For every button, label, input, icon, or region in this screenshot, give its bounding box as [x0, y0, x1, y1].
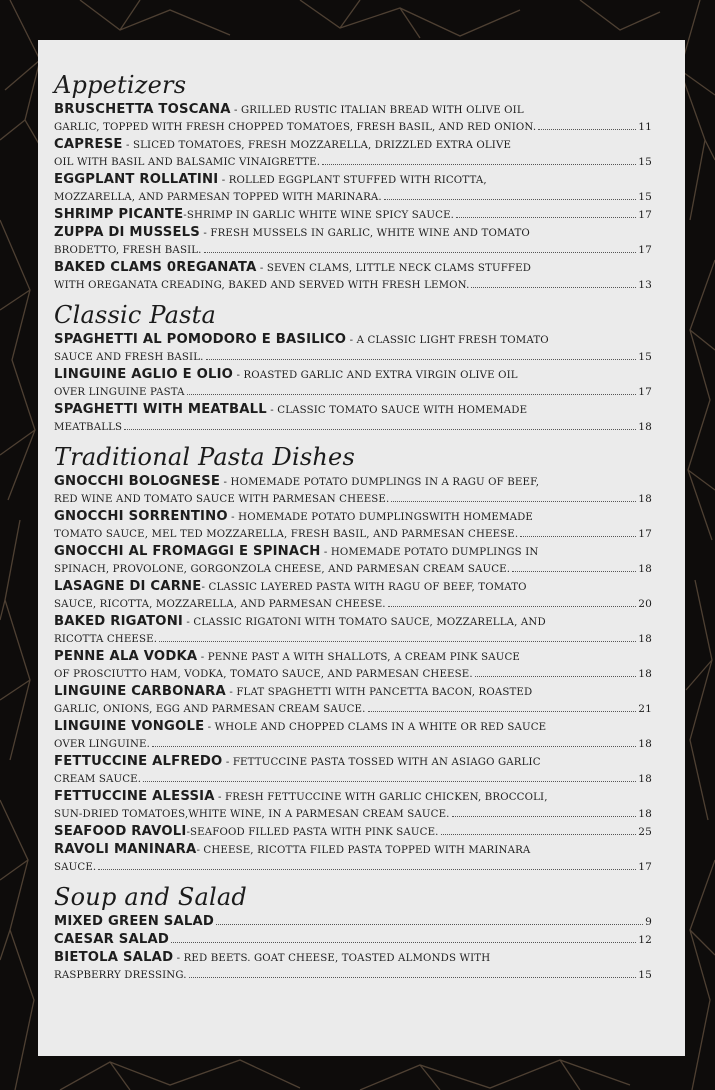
- menu-item-separator: -: [230, 105, 242, 116]
- menu-item-line: [54, 718, 652, 736]
- dot-leader: [441, 834, 637, 835]
- dot-leader: [98, 869, 636, 870]
- menu-item-separator: -: [218, 175, 229, 186]
- menu-item-line: [54, 841, 652, 859]
- menu-item-line: [54, 154, 652, 171]
- menu-item-price: 9: [645, 916, 652, 928]
- menu-item-name: PENNE ALA VODKA: [54, 649, 198, 664]
- menu-item-description-continued: SPINACH, PROVOLONE, GORGONZOLA CHEESE, AND PARMESAN CREAM SAUCE.: [54, 564, 511, 575]
- menu-item: [54, 931, 652, 949]
- dot-leader: [322, 164, 636, 165]
- menu-item-line: [54, 806, 652, 823]
- menu-item-separator: -: [256, 263, 267, 274]
- menu-item-line: [54, 631, 652, 648]
- menu-item: [54, 841, 652, 876]
- menu-item-price: 13: [638, 279, 652, 291]
- dot-leader: [452, 816, 637, 817]
- menu-item-name: GNOCCHI BOLOGNESE: [54, 474, 221, 489]
- menu-item: [54, 718, 652, 753]
- menu-item-list: [54, 331, 652, 436]
- menu-item: [54, 401, 652, 436]
- menu-item: [54, 224, 652, 259]
- menu-item-description-continued: SAUCE.: [54, 862, 97, 873]
- dot-leader: [152, 746, 636, 747]
- menu-item-list: [54, 913, 652, 984]
- menu-item-description-continued: RED WINE AND TOMATO SAUCE WITH PARMESAN CHEESE.: [54, 494, 390, 505]
- menu-item-description: FRESH MUSSELS IN GARLIC, WHITE WINE AND TOMATO: [210, 228, 530, 239]
- menu-item-line: [54, 913, 652, 931]
- dot-leader: [204, 252, 637, 253]
- dot-leader: [124, 429, 636, 430]
- dot-leader: [143, 781, 636, 782]
- menu-item: [54, 753, 652, 788]
- menu-item-name: BRUSCHETTA TOSCANA: [54, 102, 231, 117]
- menu-item-separator: -: [183, 617, 194, 628]
- menu-item-name: BAKED CLAMS 0REGANATA: [54, 260, 257, 275]
- section-title: Soup and Salad: [54, 883, 247, 911]
- menu-item: [54, 171, 652, 206]
- menu-item-description-continued: MEATBALLS: [54, 422, 123, 433]
- menu-item-description: FETTUCCINE PASTA TOSSED WITH AN ASIAGO GARLIC: [232, 757, 541, 768]
- menu-item-description: SLICED TOMATOES, FRESH MOZZARELLA, DRIZZLED EXTRA OLIVE: [133, 140, 512, 151]
- menu-item-description: CLASSIC LAYERED PASTA WITH RAGU OF BEEF, TOMATO: [208, 582, 527, 593]
- menu-item: [54, 578, 652, 613]
- menu-item-name: SEAFOOD RAVOLI: [54, 824, 187, 839]
- menu-item: [54, 613, 652, 648]
- dot-leader: [391, 501, 636, 502]
- menu-item-line: [54, 613, 652, 631]
- menu-item-line: [54, 171, 652, 189]
- menu-item-name: GNOCCHI SORRENTINO: [54, 509, 228, 524]
- menu-item-name: CAESAR SALAD: [54, 932, 170, 947]
- menu-item-description-continued: TOMATO SAUCE, MEL TED MOZZARELLA, FRESH BASIL, AND PARMESAN CHEESE.: [54, 529, 519, 540]
- menu-item-price: 18: [638, 668, 652, 680]
- menu-item-line: [54, 508, 652, 526]
- menu-item-name: EGGPLANT ROLLATINI: [54, 172, 219, 187]
- menu-item-price: 18: [638, 421, 652, 433]
- dot-leader: [520, 536, 636, 537]
- menu-item-price: 18: [638, 808, 652, 820]
- menu-item-line: [54, 736, 652, 753]
- menu-item-separator: -: [220, 477, 231, 488]
- menu-item-description: SHRIMP IN GARLIC WHITE WINE SPICY SAUCE.: [186, 210, 455, 221]
- menu-item-description-continued: OVER LINGUINE PASTA: [54, 387, 185, 398]
- menu-item-list: [54, 101, 652, 294]
- menu-item-price: 17: [638, 209, 652, 221]
- menu-item-name: SPAGHETTI WITH MEATBALL: [54, 402, 267, 417]
- menu-item-description: ROLLED EGGPLANT STUFFED WITH RICOTTA,: [228, 175, 487, 186]
- menu-item-description: PENNE PAST A WITH SHALLOTS, A CREAM PINK SAUCE: [207, 652, 520, 663]
- menu-item-description-continued: SAUCE AND FRESH BASIL.: [54, 352, 204, 363]
- menu-item-description: CHEESE, RICOTTA FILED PASTA TOPPED WITH MARINARA: [203, 845, 531, 856]
- menu-item-name: FETTUCCINE ALFREDO: [54, 754, 223, 769]
- menu-item-description: HOMEMADE POTATO DUMPLINGS IN: [330, 547, 539, 558]
- menu-item-price: 21: [638, 703, 652, 715]
- menu-item-description-continued: OF PROSCIUTTO HAM, VODKA, TOMATO SAUCE, AND PARMESAN CHEESE.: [54, 669, 473, 680]
- dot-leader: [206, 359, 637, 360]
- dot-leader: [159, 641, 636, 642]
- menu-item: [54, 949, 652, 984]
- menu-item-price: 12: [638, 934, 652, 946]
- menu-item: [54, 473, 652, 508]
- menu-item-line: [54, 648, 652, 666]
- menu-item-name: BAKED RIGATONI: [54, 614, 184, 629]
- menu-item: [54, 913, 652, 931]
- menu-item-price: 18: [638, 773, 652, 785]
- menu-item-line: [54, 189, 652, 206]
- menu-item-name: LINGUINE VONGOLE: [54, 719, 205, 734]
- menu-item-price: 15: [638, 351, 652, 363]
- menu-item-line: [54, 136, 652, 154]
- menu-item-name: LINGUINE AGLIO E OLIO: [54, 367, 234, 382]
- menu-item-line: [54, 788, 652, 806]
- menu-item-description: SEAFOOD FILLED PASTA WITH PINK SAUCE.: [190, 827, 439, 838]
- menu-item-price: 11: [638, 121, 652, 133]
- menu-item: [54, 788, 652, 823]
- menu-item-line: [54, 277, 652, 294]
- menu-item-list: [54, 473, 652, 876]
- menu-item-description: FRESH FETTUCCINE WITH GARLIC CHICKEN, BROCCOLI,: [225, 792, 548, 803]
- menu-item: [54, 823, 652, 841]
- section-title: Traditional Pasta Dishes: [54, 443, 355, 471]
- menu-item-line: [54, 259, 652, 277]
- menu-item-description: CLASSIC TOMATO SAUCE WITH HOMEMADE: [277, 405, 528, 416]
- menu-item-description: ROASTED GARLIC AND EXTRA VIRGIN OLIVE OIL: [243, 370, 518, 381]
- menu-item-price: 17: [638, 861, 652, 873]
- dot-leader: [171, 942, 636, 943]
- menu-item-description-continued: MOZZARELLA, AND PARMESAN TOPPED WITH MARINARA.: [54, 192, 382, 203]
- menu-item-description: A CLASSIC LIGHT FRESH TOMATO: [356, 335, 549, 346]
- menu-item-description: CLASSIC RIGATONI WITH TOMATO SAUCE, MOZZARELLA, AND: [193, 617, 546, 628]
- menu-item-line: [54, 526, 652, 543]
- menu-item-description: SEVEN CLAMS, LITTLE NECK CLAMS STUFFED: [266, 263, 532, 274]
- menu-item-separator: -: [183, 210, 187, 221]
- menu-item-line: [54, 419, 652, 436]
- menu-item-name: LINGUINE CARBONARA: [54, 684, 226, 699]
- menu-item-price: 20: [638, 598, 652, 610]
- menu-item-name: ZUPPA DI MUSSELS: [54, 225, 200, 240]
- menu-item-description-continued: RICOTTA CHEESE.: [54, 634, 158, 645]
- menu-item-line: [54, 206, 652, 224]
- menu-item-name: GNOCCHI AL FROMAGGI E SPINACH: [54, 544, 321, 559]
- menu-item-line: [54, 753, 652, 771]
- menu-item-name: SHRIMP PICANTE: [54, 207, 184, 222]
- menu-item-line: [54, 242, 652, 259]
- menu-item-description-continued: OIL WITH BASIL AND BALSAMIC VINAIGRETTE.: [54, 157, 321, 168]
- menu-item-line: [54, 859, 652, 876]
- menu-item-line: [54, 224, 652, 242]
- menu-item-price: 17: [638, 528, 652, 540]
- menu-item-description-continued: GARLIC, TOPPED WITH FRESH CHOPPED TOMATOES, FRESH BASIL, AND RED ONION.: [54, 122, 537, 133]
- dot-leader: [538, 129, 636, 130]
- menu-item: [54, 331, 652, 366]
- menu-item-name: CAPRESE: [54, 137, 123, 152]
- menu-item: [54, 206, 652, 224]
- menu-item: [54, 683, 652, 718]
- menu-item-separator: -: [346, 335, 357, 346]
- menu-content: [54, 70, 652, 984]
- menu-item-description: RED BEETS. GOAT CHEESE, TOASTED ALMONDS WITH: [183, 953, 491, 964]
- menu-item-name: FETTUCCINE ALESSIA: [54, 789, 215, 804]
- menu-item-line: [54, 578, 652, 596]
- menu-item-separator: -: [186, 827, 191, 838]
- menu-item-line: [54, 967, 652, 984]
- menu-item-line: [54, 949, 652, 967]
- menu-item-separator: -: [225, 687, 237, 698]
- menu-item-separator: -: [222, 757, 233, 768]
- menu-item-line: [54, 931, 652, 949]
- menu-item-name: MIXED GREEN SALAD: [54, 914, 215, 929]
- menu-item-description: HOMEMADE POTATO DUMPLINGS IN A RAGU OF BEEF,: [230, 477, 540, 488]
- menu-item-separator: -: [199, 228, 211, 239]
- dot-leader: [512, 571, 636, 572]
- menu-item-separator: -: [173, 953, 184, 964]
- dot-leader: [388, 606, 637, 607]
- menu-item-separator: -: [201, 582, 209, 593]
- menu-item-description-continued: OVER LINGUINE.: [54, 739, 151, 750]
- menu-item-name: LASAGNE DI CARNE: [54, 579, 202, 594]
- menu-item-separator: -: [196, 845, 204, 856]
- menu-item-line: [54, 823, 652, 841]
- menu-item-line: [54, 401, 652, 419]
- dot-leader: [384, 199, 636, 200]
- menu-item-separator: -: [214, 792, 226, 803]
- section-title: Classic Pasta: [54, 301, 216, 329]
- menu-item-line: [54, 119, 652, 136]
- menu-item-price: 18: [638, 563, 652, 575]
- menu-item: [54, 136, 652, 171]
- section-title: Appetizers: [54, 71, 187, 99]
- menu-item: [54, 101, 652, 136]
- dot-leader: [456, 217, 636, 218]
- menu-item-price: 17: [638, 386, 652, 398]
- menu-item: [54, 366, 652, 401]
- menu-item-line: [54, 101, 652, 119]
- menu-item-separator: -: [233, 370, 244, 381]
- menu-item-description-continued: RASPBERRY DRESSING.: [54, 970, 187, 981]
- menu-item-line: [54, 331, 652, 349]
- menu-item-separator: -: [197, 652, 208, 663]
- menu-item-price: 18: [638, 633, 652, 645]
- menu-item-name: SPAGHETTI AL POMODORO E BASILICO: [54, 332, 347, 347]
- menu-item-line: [54, 701, 652, 718]
- dot-leader: [216, 924, 643, 925]
- menu-item-price: 25: [638, 826, 652, 838]
- menu-item-price: 15: [638, 969, 652, 981]
- menu-item-description-continued: SAUCE, RICOTTA, MOZZARELLA, AND PARMESAN CHEESE.: [54, 599, 386, 610]
- menu-item-description: FLAT SPAGHETTI WITH PANCETTA BACON, ROASTED: [236, 687, 533, 698]
- menu-item-line: [54, 771, 652, 788]
- menu-item: [54, 543, 652, 578]
- menu-item-description: HOMEMADE POTATO DUMPLINGSWITH HOMEMADE: [238, 512, 533, 523]
- menu-item-price: 18: [638, 738, 652, 750]
- menu-item-description-continued: GARLIC, ONIONS, EGG AND PARMESAN CREAM SAUCE.: [54, 704, 366, 715]
- menu-item-description-continued: CREAM SAUCE.: [54, 774, 142, 785]
- menu-item-description-continued: SUN-DRIED TOMATOES,WHITE WINE, IN A PARMESAN CREAM SAUCE.: [54, 809, 450, 820]
- menu-item-price: 15: [638, 191, 652, 203]
- menu-item-price: 17: [638, 244, 652, 256]
- menu-item-separator: -: [227, 512, 239, 523]
- menu-item-separator: -: [204, 722, 215, 733]
- menu-item-separator: -: [320, 547, 331, 558]
- menu-item-line: [54, 349, 652, 366]
- menu-item: [54, 508, 652, 543]
- menu-item: [54, 259, 652, 294]
- menu-item-line: [54, 366, 652, 384]
- menu-item-line: [54, 473, 652, 491]
- menu-item-price: 18: [638, 493, 652, 505]
- dot-leader: [189, 977, 637, 978]
- dot-leader: [475, 676, 636, 677]
- menu-item-line: [54, 384, 652, 401]
- menu-item: [54, 648, 652, 683]
- menu-item-name: RAVOLI MANINARA: [54, 842, 197, 857]
- menu-item-line: [54, 596, 652, 613]
- menu-item-description: WHOLE AND CHOPPED CLAMS IN A WHITE OR RED SAUCE: [214, 722, 547, 733]
- dot-leader: [368, 711, 637, 712]
- menu-item-description-continued: WITH OREGANATA CREADING, BAKED AND SERVED WITH FRESH LEMON.: [54, 280, 470, 291]
- menu-item-separator: -: [122, 140, 133, 151]
- menu-item-description-continued: BRODETTO, FRESH BASIL.: [54, 245, 202, 256]
- menu-item-line: [54, 666, 652, 683]
- menu-item-price: 15: [638, 156, 652, 168]
- dot-leader: [187, 394, 637, 395]
- menu-panel: [38, 40, 685, 1056]
- menu-item-line: [54, 543, 652, 561]
- menu-item-name: BIETOLA SALAD: [54, 950, 174, 965]
- menu-item-line: [54, 491, 652, 508]
- menu-item-separator: -: [266, 405, 278, 416]
- menu-item-description: GRILLED RUSTIC ITALIAN BREAD WITH OLIVE OIL: [241, 105, 524, 116]
- menu-item-line: [54, 561, 652, 578]
- dot-leader: [471, 287, 636, 288]
- menu-item-line: [54, 683, 652, 701]
